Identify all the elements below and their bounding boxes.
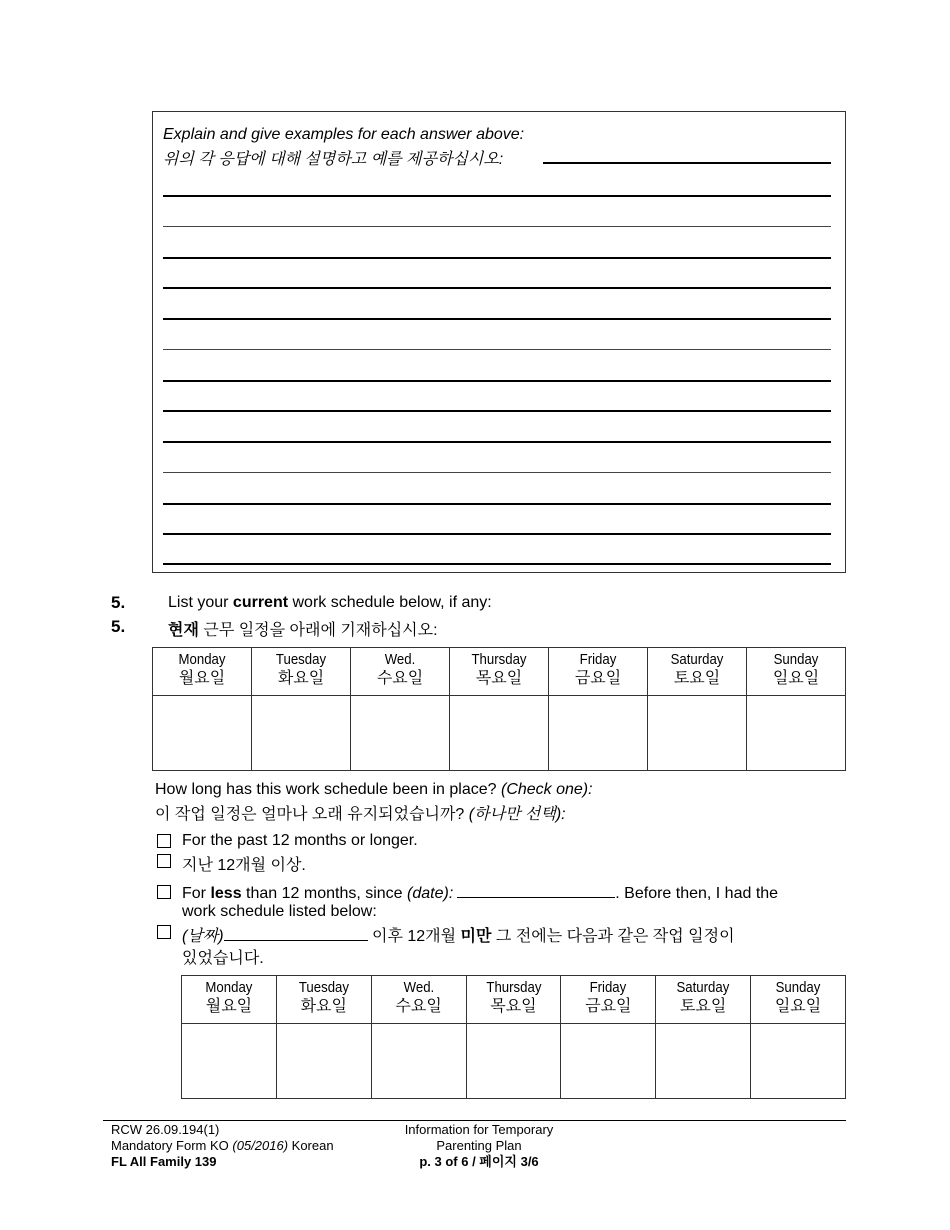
explain-answer-line[interactable] bbox=[163, 410, 831, 412]
since-date-field-ko[interactable] bbox=[224, 926, 368, 941]
prev-schedule-cell-monday[interactable] bbox=[182, 1024, 277, 1099]
prev-day-header-tuesday: Tuesday 화요일 bbox=[276, 976, 371, 1024]
option-less-than-12-months-label-en: For less than 12 months, since (date): . Before then, I had the bbox=[182, 885, 779, 902]
option-12-months-label-ko: 지난 12개월 이상. bbox=[182, 857, 306, 874]
footer-title-line2: Parenting Plan bbox=[436, 1138, 522, 1153]
current-schedule-table bbox=[152, 647, 846, 771]
explain-answer-line[interactable] bbox=[163, 503, 831, 505]
day-header-sunday: Sunday 일요일 bbox=[747, 648, 846, 696]
option-less-than-12-months-label-en-line2: work schedule listed below: bbox=[182, 903, 377, 920]
footer-form-id: FL All Family 139 bbox=[111, 1154, 217, 1169]
footer-divider bbox=[103, 1120, 846, 1121]
explain-answer-line[interactable] bbox=[163, 563, 831, 565]
prev-schedule-cell-thursday[interactable] bbox=[466, 1024, 561, 1099]
day-header-thursday: Thursday 목요일 bbox=[450, 648, 549, 696]
prev-day-header-friday: Friday 금요일 bbox=[561, 976, 656, 1024]
schedule-cell-thursday[interactable] bbox=[450, 696, 549, 771]
day-header-friday: Friday 금요일 bbox=[549, 648, 648, 696]
day-header-tuesday: Tuesday 화요일 bbox=[252, 648, 351, 696]
schedule-cell-friday[interactable] bbox=[549, 696, 648, 771]
schedule-cell-sunday[interactable] bbox=[747, 696, 846, 771]
footer-title-line1: Information for Temporary bbox=[404, 1122, 554, 1137]
prev-schedule-cell-sunday[interactable] bbox=[751, 1024, 846, 1099]
explain-answer-line[interactable] bbox=[163, 287, 831, 289]
schedule-cell-monday[interactable] bbox=[153, 696, 252, 771]
prev-schedule-cell-wednesday[interactable] bbox=[371, 1024, 466, 1099]
explain-answer-line[interactable] bbox=[543, 162, 831, 164]
footer-page-number: p. 3 of 6 / 페이지 3/6 bbox=[419, 1154, 539, 1169]
explain-answer-line[interactable] bbox=[163, 226, 831, 227]
prev-day-header-wednesday: Wed. 수요일 bbox=[371, 976, 466, 1024]
section5-heading-en: List your current work schedule below, if any: bbox=[168, 594, 492, 611]
prev-day-header-saturday: Saturday 토요일 bbox=[656, 976, 751, 1024]
section5-heading-ko: 현재 근무 일정을 아래에 기재하십시오: bbox=[168, 622, 438, 639]
previous-schedule-table bbox=[181, 975, 846, 1099]
section-number-ko: 5. bbox=[111, 617, 126, 636]
option-less-than-12-months-checkbox[interactable] bbox=[157, 885, 171, 899]
explain-answer-line[interactable] bbox=[163, 380, 831, 382]
day-header-saturday: Saturday 토요일 bbox=[648, 648, 747, 696]
prev-schedule-cell-friday[interactable] bbox=[561, 1024, 656, 1099]
option-12-months-checkbox[interactable] bbox=[157, 834, 171, 848]
explain-answer-line[interactable] bbox=[163, 472, 831, 473]
prev-day-header-thursday: Thursday 목요일 bbox=[466, 976, 561, 1024]
schedule-cell-wednesday[interactable] bbox=[351, 696, 450, 771]
option-less-than-12-months-label-ko-line2: 있었습니다. bbox=[182, 950, 264, 967]
duration-question-ko: 이 작업 일정은 얼마나 오래 유지되었습니까? (하나만 선택): bbox=[155, 806, 566, 823]
explain-prompt-en: Explain and give examples for each answer above: bbox=[163, 126, 525, 143]
footer-form: Mandatory Form KO (05/2016) Korean bbox=[111, 1138, 334, 1153]
section-number: 5. bbox=[111, 593, 126, 612]
explain-prompt-ko: 위의 각 응답에 대해 설명하고 예를 제공하십시오: bbox=[163, 151, 504, 168]
option-less-than-12-months-label-ko: (날짜) 이후 12개월 미만 그 전에는 다음과 같은 작업 일정이 bbox=[182, 928, 735, 945]
prev-schedule-cell-saturday[interactable] bbox=[656, 1024, 751, 1099]
explain-answer-line[interactable] bbox=[163, 441, 831, 443]
duration-question-en: How long has this work schedule been in place? (Check one): bbox=[155, 781, 593, 798]
option-less-than-12-months-checkbox-ko[interactable] bbox=[157, 925, 171, 939]
since-date-field[interactable] bbox=[457, 883, 615, 898]
explain-answer-line[interactable] bbox=[163, 533, 831, 535]
explain-answer-line[interactable] bbox=[163, 318, 831, 320]
option-12-months-label-en: For the past 12 months or longer. bbox=[182, 832, 418, 849]
footer-rcw: RCW 26.09.194(1) bbox=[111, 1122, 220, 1137]
day-header-wednesday: Wed. 수요일 bbox=[351, 648, 450, 696]
prev-day-header-sunday: Sunday 일요일 bbox=[751, 976, 846, 1024]
explain-answer-line[interactable] bbox=[163, 257, 831, 259]
explain-answer-line[interactable] bbox=[163, 349, 831, 350]
schedule-cell-saturday[interactable] bbox=[648, 696, 747, 771]
prev-day-header-monday: Monday 월요일 bbox=[182, 976, 277, 1024]
day-header-monday: Monday 월요일 bbox=[153, 648, 252, 696]
option-12-months-checkbox-ko[interactable] bbox=[157, 854, 171, 868]
schedule-cell-tuesday[interactable] bbox=[252, 696, 351, 771]
explain-answer-line[interactable] bbox=[163, 195, 831, 197]
prev-schedule-cell-tuesday[interactable] bbox=[276, 1024, 371, 1099]
